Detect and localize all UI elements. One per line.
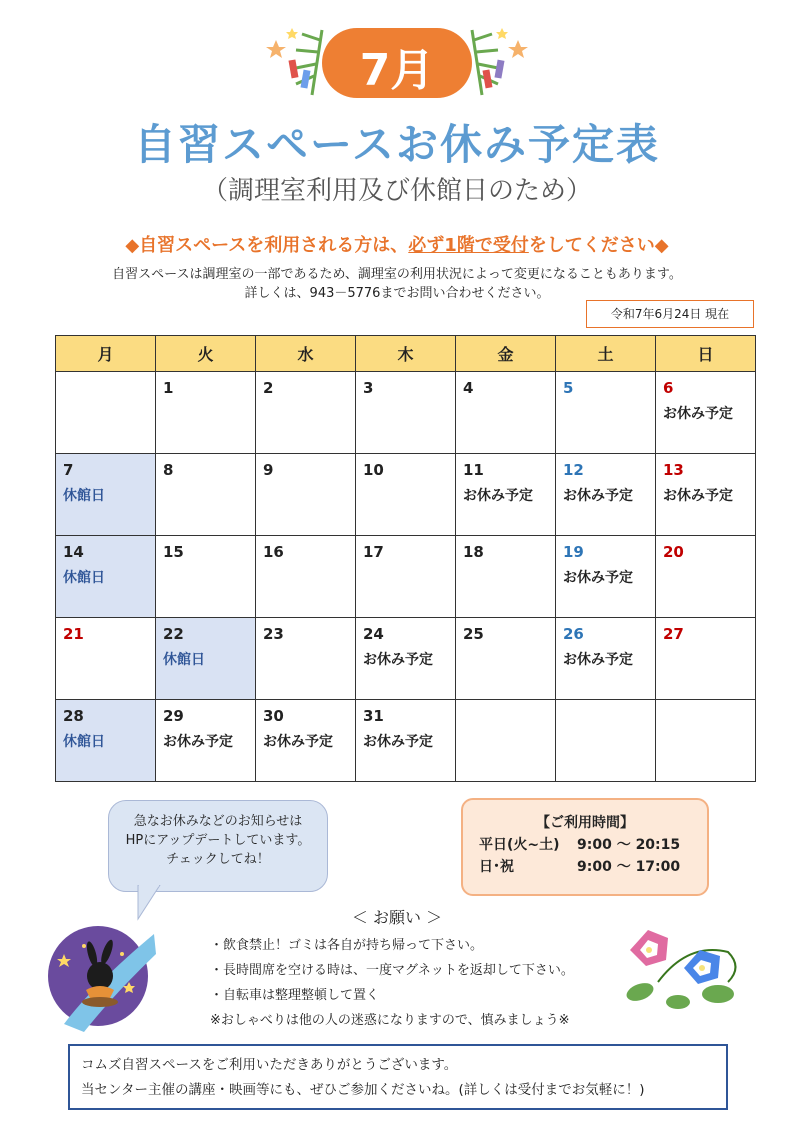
requests-list	[210, 933, 574, 1033]
footer-message-box	[68, 1044, 728, 1110]
day-number: 20	[663, 543, 684, 561]
holiday-hours-row	[479, 856, 707, 878]
day-number: 4	[463, 379, 474, 397]
day-note: 休館日	[163, 652, 205, 668]
calendar-day-cell	[556, 454, 656, 536]
calendar-day-cell	[56, 372, 156, 454]
calendar-week-row	[56, 536, 756, 618]
day-number: 2	[263, 379, 274, 397]
weekday-time: 9:00 ～ 20:15	[577, 837, 681, 853]
day-note: お休み予定	[663, 406, 733, 422]
day-number: 31	[363, 707, 384, 725]
weekday-label: 平日(火~土)	[479, 837, 560, 853]
calendar-day-cell	[656, 536, 756, 618]
calendar-day-cell	[556, 372, 656, 454]
day-number: 13	[663, 461, 684, 479]
calendar-day-cell	[356, 372, 456, 454]
opening-hours-box	[461, 798, 709, 896]
calendar-week-row	[56, 618, 756, 700]
day-number: 8	[163, 461, 174, 479]
morning-glory-icon	[618, 922, 748, 1012]
day-number: 3	[363, 379, 374, 397]
day-note: 休館日	[63, 570, 105, 586]
month-label: 7月	[359, 45, 435, 96]
calendar-day-cell	[656, 700, 756, 782]
day-number	[463, 707, 555, 731]
calendar-week-row	[56, 700, 756, 782]
day-note: お休み予定	[563, 652, 633, 668]
calendar-day-cell	[356, 454, 456, 536]
calendar-day-cell	[556, 536, 656, 618]
notice-suffix: をしてください◆	[528, 235, 669, 256]
day-number: 19	[563, 543, 584, 561]
calendar-day-cell	[356, 618, 456, 700]
day-note: お休み予定	[463, 488, 533, 504]
day-number: 28	[63, 707, 84, 725]
bubble-line: HPにアップデートしています。	[125, 833, 311, 848]
weekday-header: 火	[156, 336, 256, 372]
announcement-bubble	[108, 800, 328, 892]
weekday-header: 水	[256, 336, 356, 372]
day-number: 11	[463, 461, 484, 479]
weekday-header: 土	[556, 336, 656, 372]
calendar-day-cell	[56, 536, 156, 618]
day-note: お休み予定	[163, 734, 233, 750]
day-number	[563, 707, 655, 731]
day-number: 9	[263, 461, 274, 479]
day-note: 休館日	[63, 488, 105, 504]
calendar-table	[55, 335, 756, 782]
calendar-week-row	[56, 454, 756, 536]
day-number: 12	[563, 461, 584, 479]
calendar-day-cell	[456, 618, 556, 700]
day-number: 27	[663, 625, 684, 643]
calendar-day-cell	[556, 618, 656, 700]
day-number: 29	[163, 707, 184, 725]
day-number: 24	[363, 625, 384, 643]
weekday-header-row	[56, 336, 756, 372]
calendar-day-cell	[456, 700, 556, 782]
day-number: 6	[663, 379, 674, 397]
reception-notice	[0, 231, 794, 257]
day-number: 15	[163, 543, 184, 561]
calendar-day-cell	[356, 536, 456, 618]
calendar-day-cell	[56, 618, 156, 700]
weekday-header: 木	[356, 336, 456, 372]
day-note: 休館日	[63, 734, 105, 750]
day-note: お休み予定	[663, 488, 733, 504]
request-item: ※おしゃべりは他の人の迷惑になりますので、慎みましょう※	[210, 1013, 570, 1028]
calendar-day-cell	[156, 536, 256, 618]
calendar-day-cell	[456, 536, 556, 618]
day-number: 10	[363, 461, 384, 479]
day-note: お休み予定	[563, 488, 633, 504]
request-item: ・長時間席を空ける時は、一度マグネットを返却して下さい。	[210, 963, 574, 978]
calendar-day-cell	[256, 454, 356, 536]
footer-line-2: 当センター主催の講座・映画等にも、ぜひご参加くださいね。(詳しくは受付までお気軽に！)	[81, 1082, 645, 1098]
request-item: ・自転車は整理整頓して置く	[210, 988, 380, 1003]
calendar-day-cell	[456, 454, 556, 536]
day-note: お休み予定	[363, 652, 433, 668]
day-note: お休み予定	[263, 734, 333, 750]
calendar-day-cell	[656, 372, 756, 454]
calendar-day-cell	[256, 536, 356, 618]
moon-rabbit-icon	[44, 924, 156, 1034]
as-of-date: 令和7年6月24日 現在	[586, 300, 754, 328]
calendar-day-cell	[656, 618, 756, 700]
calendar-day-cell	[256, 618, 356, 700]
request-item: ・飲食禁止！ゴミは各自が持ち帰って下さい。	[210, 938, 484, 953]
day-number	[663, 707, 755, 731]
calendar-day-cell	[156, 618, 256, 700]
day-number: 18	[463, 543, 484, 561]
weekday-hours-row	[479, 834, 707, 856]
calendar-day-cell	[556, 700, 656, 782]
day-number: 1	[163, 379, 174, 397]
page-title: 自習スペースお休み予定表	[134, 120, 660, 169]
day-note: お休み予定	[563, 570, 633, 586]
calendar-day-cell	[256, 700, 356, 782]
bubble-line: 急なお休みなどのお知らせは	[133, 814, 303, 829]
footer-line-1: コムズ自習スペースをご利用いただきありがとうございます。	[81, 1057, 458, 1073]
calendar-day-cell	[56, 454, 156, 536]
description-line-1: 自習スペースは調理室の一部であるため、調理室の利用状況によって変更になることもあります。	[112, 267, 682, 282]
holiday-time: 9:00 ～ 17:00	[577, 859, 681, 875]
requests-title: ＜ お願い ＞	[351, 908, 443, 927]
calendar-week-row	[56, 372, 756, 454]
notice-prefix: ◆自習スペースを利用される方は、	[125, 235, 409, 256]
calendar-day-cell	[456, 372, 556, 454]
bubble-line: チェックしてね！	[166, 852, 270, 867]
calendar-day-cell	[256, 372, 356, 454]
day-number	[63, 379, 155, 403]
day-number: 5	[563, 379, 574, 397]
day-number: 14	[63, 543, 84, 561]
calendar-day-cell	[356, 700, 456, 782]
day-number: 22	[163, 625, 184, 643]
day-number: 16	[263, 543, 284, 561]
day-number: 25	[463, 625, 484, 643]
calendar-day-cell	[156, 700, 256, 782]
page-subtitle: （調理室利用及び休館日のため）	[201, 176, 592, 206]
day-number: 21	[63, 625, 84, 643]
calendar-day-cell	[156, 372, 256, 454]
description-line-2: 詳しくは、943－5776までお問い合わせください。	[244, 286, 550, 301]
day-number: 30	[263, 707, 284, 725]
weekday-header: 月	[56, 336, 156, 372]
day-number: 26	[563, 625, 584, 643]
day-number: 23	[263, 625, 284, 643]
day-number: 17	[363, 543, 384, 561]
day-note: お休み予定	[363, 734, 433, 750]
calendar-day-cell	[656, 454, 756, 536]
calendar-day-cell	[156, 454, 256, 536]
calendar-day-cell	[56, 700, 156, 782]
notice-emphasis: 必ず1階で受付	[408, 235, 529, 256]
hours-title: 【ご利用時間】	[536, 815, 634, 831]
day-number: 7	[63, 461, 74, 479]
month-badge	[322, 28, 472, 98]
weekday-header: 日	[656, 336, 756, 372]
holiday-label: 日･祝	[479, 859, 514, 875]
weekday-header: 金	[456, 336, 556, 372]
